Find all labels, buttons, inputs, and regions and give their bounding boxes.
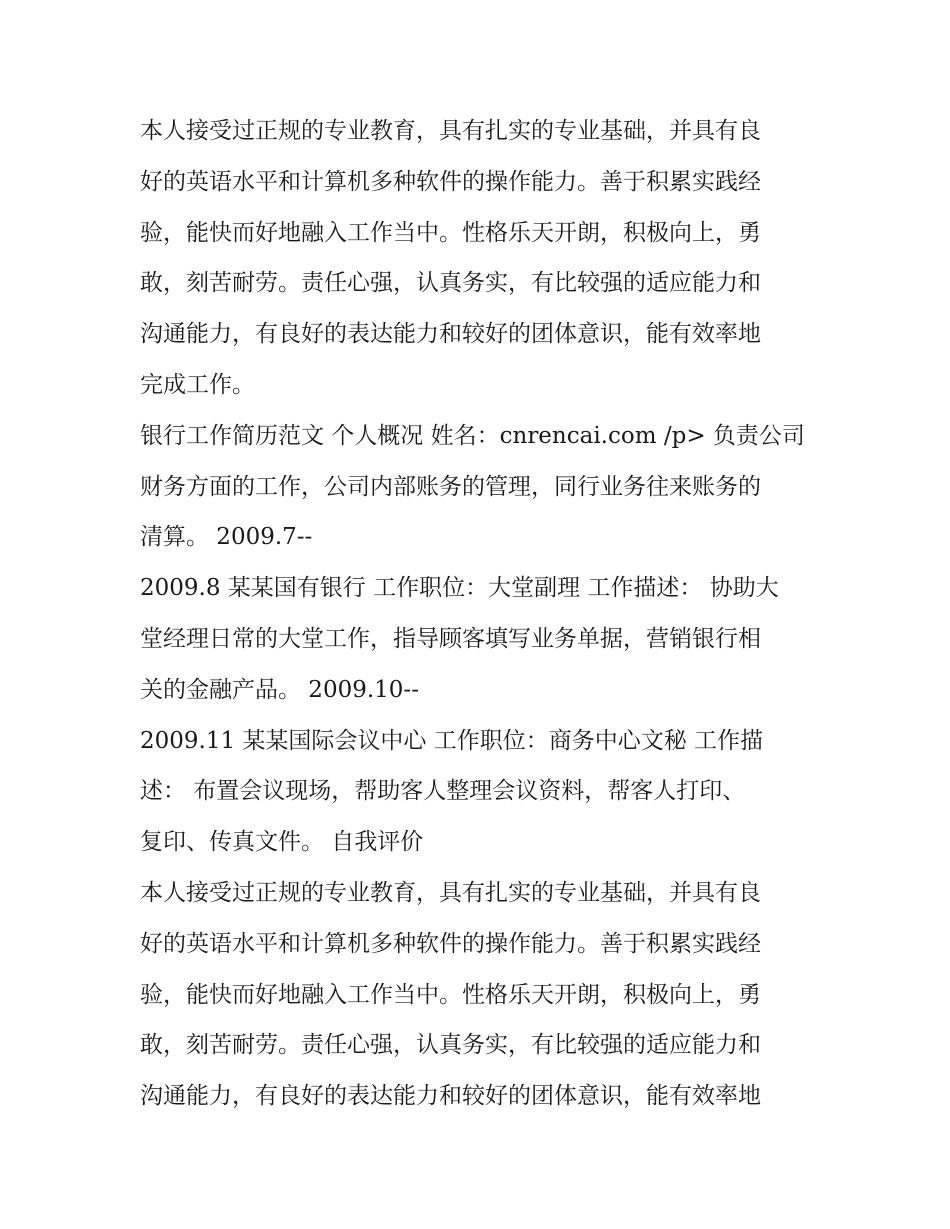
text-line: 敢，刻苦耐劳。责任心强，认真务实，有比较强的适应能力和	[140, 1032, 761, 1059]
text-line: 述： 布置会议现场，帮助客人整理会议资料，帮客人打印、	[140, 778, 746, 805]
paragraph-self-evaluation-intro	[140, 106, 812, 411]
text-line: 完成工作。	[140, 371, 255, 398]
text-line: 清算。 2009.7--	[140, 524, 313, 551]
text-line: 沟通能力，有良好的表达能力和较好的团体意识，能有效率地	[140, 321, 761, 348]
paragraph-personal-overview	[140, 411, 812, 563]
text-line: 好的英语水平和计算机多种软件的操作能力。善于积累实践经	[140, 930, 761, 957]
text-line: 堂经理日常的大堂工作，指导顾客填写业务单据，营销银行相	[140, 625, 761, 652]
text-line: 2009.11 某某国际会议中心 工作职位：商务中心文秘 工作描	[140, 727, 764, 754]
text-line: 好的英语水平和计算机多种软件的操作能力。善于积累实践经	[140, 168, 761, 195]
text-line: 关的金融产品。 2009.10--	[140, 676, 419, 703]
text-line: 复印、传真文件。 自我评价	[140, 829, 424, 856]
text-line: 沟通能力，有良好的表达能力和较好的团体意识，能有效率地	[140, 1083, 761, 1110]
paragraph-bank-experience	[140, 563, 812, 715]
text-line: 2009.8 某某国有银行 工作职位：大堂副理 工作描述： 协助大	[140, 575, 779, 602]
text-line: 本人接受过正规的专业教育，具有扎实的专业基础，并具有良	[140, 879, 761, 906]
paragraph-self-evaluation	[140, 868, 812, 1122]
document-body	[140, 106, 812, 1122]
text-line: 敢，刻苦耐劳。责任心强，认真务实，有比较强的适应能力和	[140, 270, 761, 297]
text-line: 验，能快而好地融入工作当中。性格乐天开朗，积极向上，勇	[140, 981, 761, 1008]
text-line: 本人接受过正规的专业教育，具有扎实的专业基础，并具有良	[140, 118, 761, 144]
text-line: 验，能快而好地融入工作当中。性格乐天开朗，积极向上，勇	[140, 219, 761, 246]
text-line: 银行工作简历范文 个人概况 姓名：cnrencai.com /p> 负责公司	[140, 422, 805, 449]
text-line: 财务方面的工作，公司内部账务的管理，同行业务往来账务的	[140, 473, 761, 500]
paragraph-conference-experience	[140, 716, 812, 868]
